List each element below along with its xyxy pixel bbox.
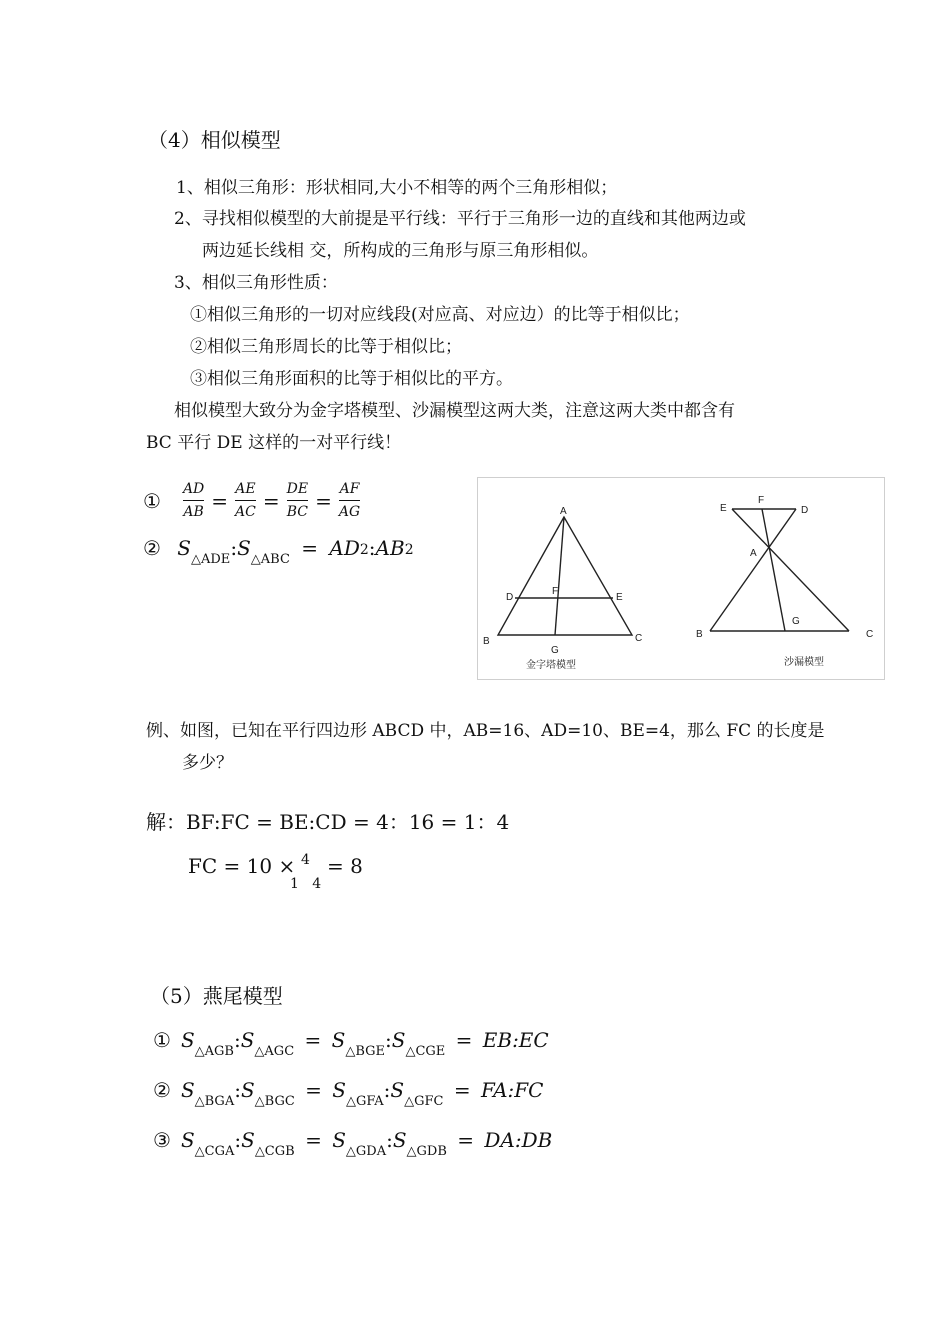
formula-marker: ② xyxy=(143,536,161,560)
swallowtail-formula: ② $S_{\triangle BGA}:S_{\triangle BGC}$ = $S_{\triangle GFA}:S_{\triangle GFC}$ = FA:FC xyxy=(153,1078,544,1109)
swallowtail-formula: ① $S_{\triangle AGB}:S_{\triangle AGC}$ = $S_{\triangle BGE}:S_{\triangle CGE}$ = EB:EC xyxy=(153,1028,549,1059)
label-b: B xyxy=(696,629,703,640)
solution-result: = 8 xyxy=(327,854,363,878)
formula-marker: ① xyxy=(143,488,161,513)
solution-line1: 解：BF:FC = BE:CD = 4：16 = 1：4 xyxy=(146,810,510,834)
segment-db xyxy=(710,509,796,631)
summary-text: 相似模型大致分为金字塔模型、沙漏模型这两大类，注意这两大类中都含有 xyxy=(174,401,735,421)
label-e: E xyxy=(720,503,727,514)
hourglass-model xyxy=(710,509,849,631)
pyramid-model xyxy=(498,517,632,635)
label-a: A xyxy=(750,548,757,559)
summary-text: BC 平行 DE 这样的一对平行线！ xyxy=(146,433,402,453)
label-a: A xyxy=(560,506,567,517)
section4-title: （4）相似模型 xyxy=(148,128,281,152)
solution-frac-num: 4 xyxy=(301,852,310,868)
solution-frac-den: 1 4 xyxy=(290,876,322,892)
list-item: 3、相似三角形性质： xyxy=(174,273,338,293)
swallowtail-formula: ③ $S_{\triangle CGA}:S_{\triangle CGB}$ = $S_{\triangle GDA}:S_{\triangle GDB}$ = DA:DB xyxy=(153,1128,553,1159)
list-item: ①相似三角形的一切对应线段(对应高、对应边）的比等于相似比； xyxy=(190,305,690,325)
hourglass-caption: 沙漏模型 xyxy=(784,657,824,668)
similarity-models-figure xyxy=(477,477,885,680)
label-f: F xyxy=(552,586,559,597)
label-c: C xyxy=(866,629,874,640)
list-item: 1、相似三角形：形状相同,大小不相等的两个三角形相似； xyxy=(176,178,618,198)
label-b: B xyxy=(483,636,490,647)
segment-ag xyxy=(555,517,564,635)
example-question: 例、如图，已知在平行四边形 ABCD 中，AB=16、AD=10、BE=4，那么 FC 的长度是 xyxy=(146,721,825,741)
section5-title: （5）燕尾模型 xyxy=(150,984,283,1008)
list-item: 2、寻找相似模型的大前提是平行线：平行于三角形一边的直线和其他两边或 xyxy=(174,209,746,229)
solution-line2: FC = 10 × xyxy=(188,854,296,878)
triangle-abc xyxy=(498,517,632,635)
list-item: ③相似三角形面积的比等于相似比的平方。 xyxy=(190,369,513,389)
segment-fg xyxy=(762,509,785,631)
fraction: $\frac{DE}{BC}$ xyxy=(287,478,308,523)
label-f: F xyxy=(758,495,765,506)
fraction: $\frac{AF}{AG}$ xyxy=(339,478,360,523)
example-question-cont: 多少？ xyxy=(182,753,233,773)
label-g: G xyxy=(551,645,559,656)
segment-ec xyxy=(732,509,849,631)
list-item: 两边延长线相 交，所构成的三角形与原三角形相似。 xyxy=(202,241,599,261)
formula-ratio: ① $\frac{AD}{AB}$ = $\frac{AE}{AC}$ = $\frac{DE}{BC}$ = $\frac{AF}{AG}$ xyxy=(143,478,360,523)
label-c: C xyxy=(635,633,643,644)
fraction: $\frac{AE}{AC}$ xyxy=(235,478,256,523)
list-item: ②相似三角形周长的比等于相似比； xyxy=(190,337,462,357)
solution-prefix: 解： xyxy=(146,810,186,834)
label-d: D xyxy=(506,592,514,603)
label-e: E xyxy=(616,592,623,603)
label-d: D xyxy=(801,505,809,516)
pyramid-caption: 金字塔模型 xyxy=(526,660,576,671)
models-diagram xyxy=(478,478,884,679)
label-g: G xyxy=(792,616,800,627)
formula-area-ratio: ② $S_{\triangle ADE}:S_{\triangle ABC}$ = AD2:AB2 xyxy=(143,536,414,567)
fraction: $\frac{AD}{AB}$ xyxy=(183,478,204,523)
